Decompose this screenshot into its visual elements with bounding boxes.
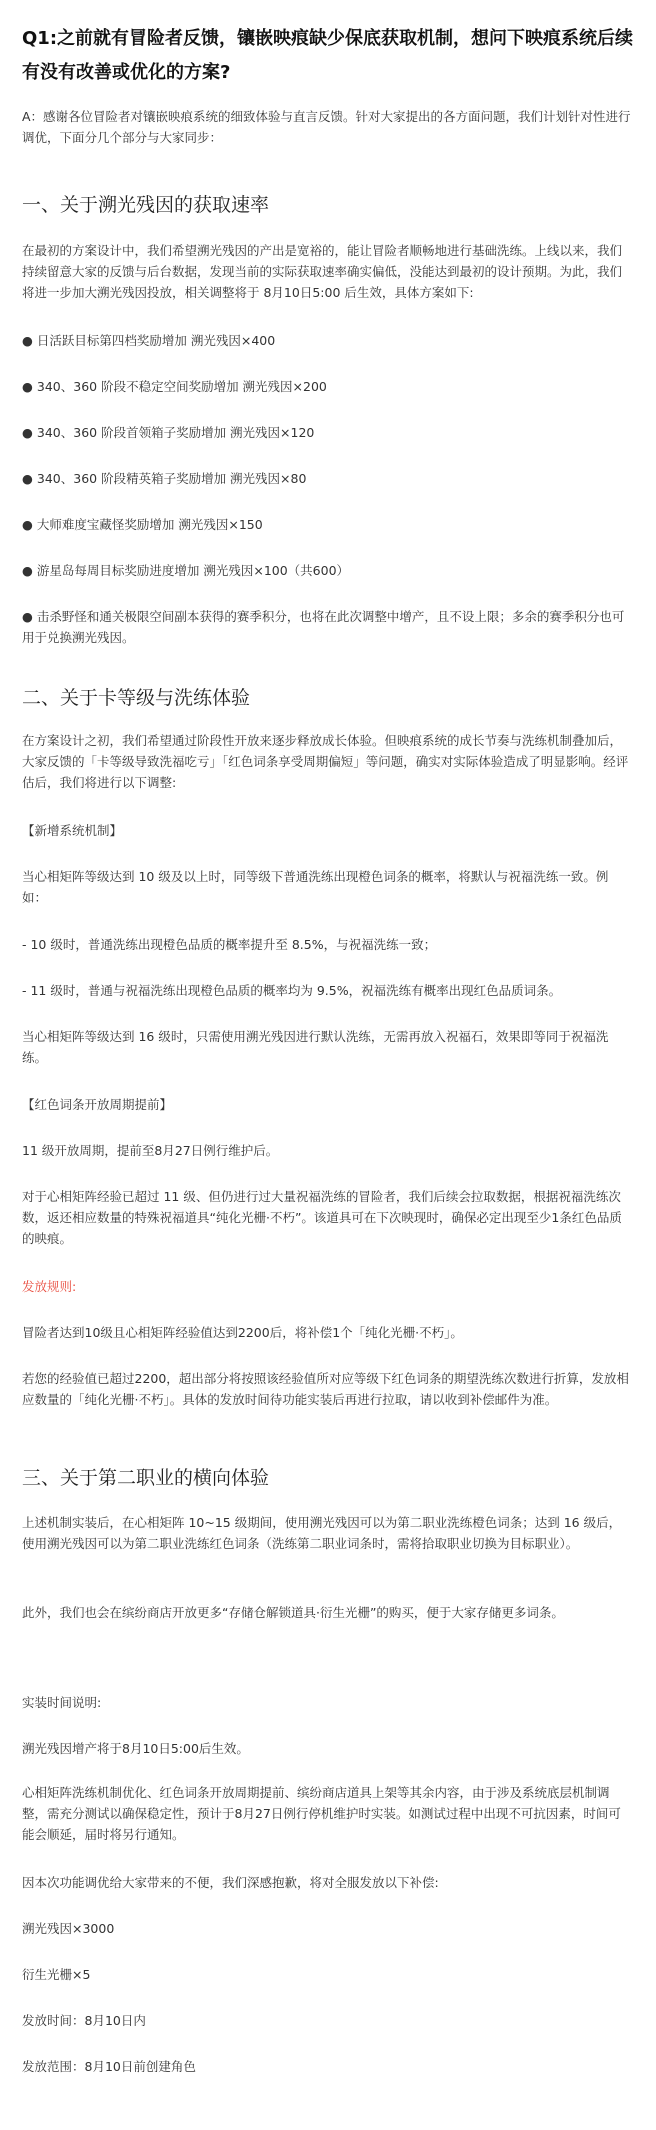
section-heading-2: 二、关于卡等级与洗练体验 (22, 687, 251, 709)
section3-paragraph-1: 上述机制实装后，在心相矩阵 10~15 级期间，使用溯光残因可以为第二职业洗练橙色词条；达到 16 级后，使用溯光残因可以为第二职业洗练红色词条（洗练第二职业词条时，需将拾取职业切换为目标职业）。 (22, 1515, 622, 1551)
paragraph-compensation-overview: 对于心相矩阵经验已超过 11 级、但仍进行过大量祝福洗练的冒险者，我们后续会拉取数据，根据祝福洗练次数，返还相应数量的特殊祝福道具“纯化光栅·不朽”。该道具可在下次映现时，确保必定出现至少1条红色品质的映痕。 (22, 1189, 622, 1246)
compensation-item: 溯光残因×3000 (22, 1921, 115, 1936)
rule-label: 发放规则: (22, 1279, 77, 1294)
paragraph-open-period: 11 级开放周期，提前至8月27日例行维护后。 (22, 1143, 279, 1158)
section1-intro: 在最初的方案设计中，我们希望溯光残因的产出是宽裕的，能让冒险者顺畅地进行基础洗练。上线以来，我们持续留意大家的反馈与后台数据，发现当前的实际获取速率确实偏低，没能达到最初的设计预期。为此，我们将进一步加大溯光残因投放，相关调整将于 8月10日5:00 后生效，具体方案如下: (22, 243, 623, 300)
timing-paragraph-1: 溯光残因增产将于8月10日5:00后生效。 (22, 1741, 249, 1756)
section2-intro: 在方案设计之初，我们希望通过阶段性开放来逐步释放成长体验。但映痕系统的成长节奏与洗练机制叠加后，大家反馈的「卡等级导致洗福吃亏」「红色词条享受周期偏短」等问题，确实对实际体验造成了明显影响。经评估后，我们将进行以下调整: (22, 733, 629, 790)
list-item: ● 击杀野怪和通关极限空间副本获得的赛季积分，也将在此次调整中增产，且不设上限；多余的赛季积分也可用于兑换溯光残因。 (22, 609, 625, 645)
compensation-item: 衍生光栅×5 (22, 1967, 91, 1982)
list-item: ● 游星岛每周目标奖励进度增加 溯光残因×100（共600） (22, 563, 350, 578)
list-item: ● 日活跃目标第四档奖励增加 溯光残因×400 (22, 333, 276, 348)
timing-label: 实装时间说明: (22, 1695, 102, 1710)
section-heading-1: 一、关于溯光残因的获取速率 (22, 194, 270, 216)
list-item: ● 340、360 阶段不稳定空间奖励增加 溯光残因×200 (22, 379, 327, 394)
paragraph-level10: 当心相矩阵等级达到 10 级及以上时，同等级下普通洗练出现橙色词条的概率，将默认与祝福洗练一致。例如： (22, 869, 609, 905)
section3-paragraph-2: 此外，我们也会在缤纷商店开放更多“存储仓解锁道具·衍生光栅”的购买，便于大家存储更多词条。 (22, 1605, 564, 1620)
compensation-time: 发放时间：8月10日内 (22, 2013, 146, 2028)
paragraph-level16: 当心相矩阵等级达到 16 级时，只需使用溯光残因进行默认洗练，无需再放入祝福石，效果即等同于祝福洗练。 (22, 1029, 609, 1065)
tag-red-affix-early: 【红色词条开放周期提前】 (22, 1097, 173, 1112)
paragraph-level10-example: - 10 级时，普通洗练出现橙色品质的概率提升至 8.5%，与祝福洗练一致； (22, 937, 437, 952)
list-item: ● 340、360 阶段精英箱子奖励增加 溯光残因×80 (22, 471, 307, 486)
paragraph-exceed: 若您的经验值已超过2200，超出部分将按照该经验值所对应等级下红色词条的期望洗练次数进行折算，发放相应数量的「纯化光栅·不朽」。具体的发放时间待功能实装后再进行拉取，请以收到补偿邮件为准。 (22, 1371, 629, 1407)
compensation-range: 发放范围：8月10日前创建角色 (22, 2059, 196, 2074)
timing-paragraph-3: 因本次功能调优给大家带来的不便，我们深感抱歉，将对全服发放以下补偿: (22, 1875, 439, 1890)
list-item: ● 340、360 阶段首领箱子奖励增加 溯光残因×120 (22, 425, 315, 440)
timing-paragraph-2: 心相矩阵洗练机制优化、红色词条开放周期提前、缤纷商店道具上架等其余内容，由于涉及系统底层机制调整，需充分测试以确保稳定性，预计于8月27日例行停机维护时实装。如测试过程中出现不可抗因素，时间可能会顺延，届时将另行通知。 (22, 1785, 621, 1842)
paragraph-rule: 冒险者达到10级且心相矩阵经验值达到2200后，将补偿1个「纯化光栅·不朽」。 (22, 1325, 463, 1340)
answer-intro: A：感谢各位冒险者对镶嵌映痕系统的细致体验与直言反馈。针对大家提出的各方面问题，我们计划针对性进行调优，下面分几个部分与大家同步： (22, 109, 631, 145)
tag-new-mechanism: 【新增系统机制】 (22, 823, 123, 838)
list-item: ● 大师难度宝藏怪奖励增加 溯光残因×150 (22, 517, 263, 532)
question-title: Q1:之前就有冒险者反馈，镶嵌映痕缺少保底获取机制，想问下映痕系统后续有没有改善或优化的方案? (22, 28, 634, 83)
section-heading-3: 三、关于第二职业的横向体验 (22, 1467, 270, 1489)
paragraph-level11-example: - 11 级时，普通与祝福洗练出现橙色品质的概率均为 9.5%，祝福洗练有概率出现红色品质词条。 (22, 983, 562, 998)
